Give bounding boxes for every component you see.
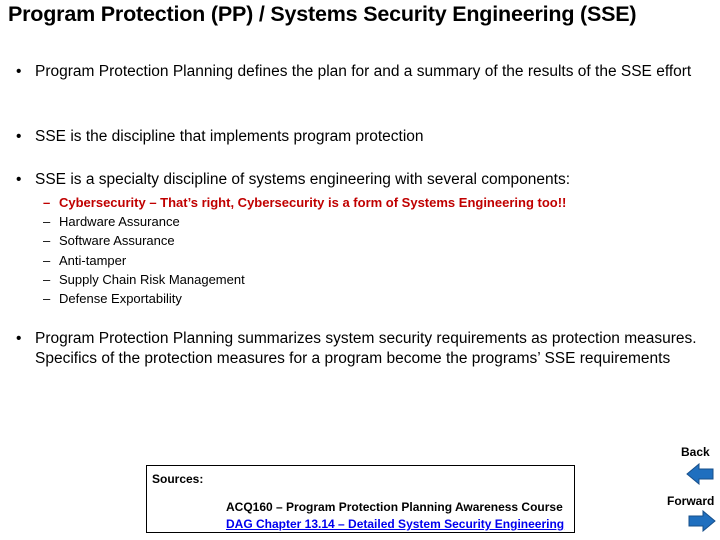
- component-text: Hardware Assurance: [59, 214, 180, 230]
- bullet-dot: •: [16, 330, 22, 347]
- bullet-item: [16, 329, 706, 369]
- component-text: Software Assurance: [59, 233, 175, 249]
- component-text: Supply Chain Risk Management: [59, 271, 245, 287]
- dash-marker: –: [43, 291, 51, 307]
- dash-marker: –: [43, 214, 51, 230]
- bullet-dot: •: [16, 63, 22, 80]
- bullet-text: Program Protection Planning summarizes system security requirements as protection measures. Specifics of the protection measures for a program become the programs’ SSE requirements: [35, 330, 697, 367]
- forward-arrow-icon[interactable]: [688, 510, 716, 532]
- bullet-dot: •: [16, 171, 22, 188]
- bullet-item: [16, 170, 706, 190]
- component-item: [43, 231, 683, 250]
- component-list: [43, 193, 683, 308]
- back-label: Back: [681, 445, 710, 459]
- component-item: [43, 193, 683, 212]
- bullet-text: SSE is the discipline that implements program protection: [35, 128, 424, 145]
- component-text: Defense Exportability: [59, 291, 182, 307]
- back-arrow-icon[interactable]: [686, 463, 714, 485]
- source-dag-link[interactable]: DAG Chapter 13.14 – Detailed System Security Engineering: [226, 517, 565, 531]
- component-text: Anti-tamper: [59, 252, 127, 268]
- component-text: Cybersecurity – That’s right, Cybersecurity is a form of Systems Engineering too!!: [59, 195, 567, 210]
- component-item: [43, 212, 683, 231]
- bullet-text: SSE is a specialty discipline of systems engineering with several components:: [35, 171, 571, 188]
- component-item: [43, 289, 683, 308]
- dash-marker: –: [43, 271, 51, 287]
- dash-marker: –: [43, 195, 51, 210]
- slide-title: Program Protection (PP) / Systems Security Engineering (SSE): [8, 2, 637, 26]
- component-item: [43, 270, 683, 289]
- bullet-dot: •: [16, 128, 22, 145]
- bullet-text: Program Protection Planning defines the plan for and a summary of the results of the SSE effort: [35, 63, 692, 80]
- dash-marker: –: [43, 233, 51, 249]
- bullet-item: [16, 62, 706, 82]
- bullet-item: [16, 127, 706, 147]
- dash-marker: –: [43, 252, 51, 268]
- forward-label: Forward: [667, 494, 715, 508]
- component-item: [43, 251, 683, 270]
- sources-label: Sources:: [152, 472, 204, 486]
- source-course: ACQ160 – Program Protection Planning Awareness Course: [226, 500, 563, 514]
